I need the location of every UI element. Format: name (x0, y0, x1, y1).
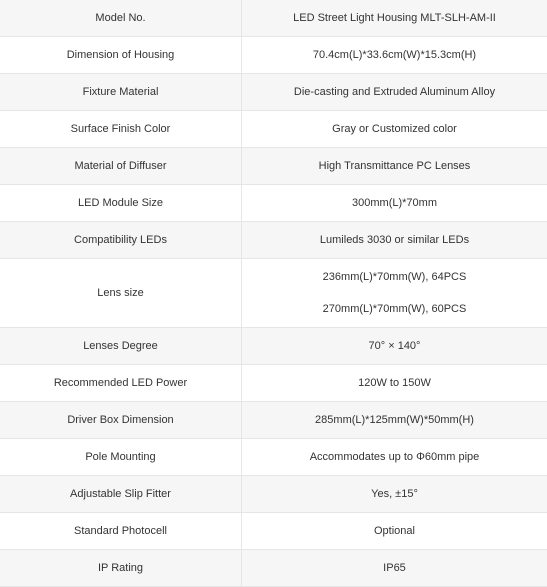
spec-label: Pole Mounting (0, 439, 242, 476)
table-row (0, 259, 547, 328)
spec-label: IP Rating (0, 550, 242, 587)
spec-label: Dimension of Housing (0, 37, 242, 74)
spec-value-line: 300mm(L)*70mm (242, 195, 547, 211)
spec-value-line: 70.4cm(L)*33.6cm(W)*15.3cm(H) (242, 47, 547, 63)
spec-label: Compatibility LEDs (0, 222, 242, 259)
spec-label: Recommended LED Power (0, 365, 242, 402)
table-row (0, 185, 547, 222)
table-row (0, 222, 547, 259)
spec-value (242, 550, 547, 587)
spec-label: LED Module Size (0, 185, 242, 222)
spec-value (242, 222, 547, 259)
spec-value-line: 285mm(L)*125mm(W)*50mm(H) (242, 412, 547, 428)
spec-value-line: Lumileds 3030 or similar LEDs (242, 232, 547, 248)
table-row (0, 439, 547, 476)
spec-value (242, 37, 547, 74)
spec-value-line: 70° × 140° (242, 338, 547, 354)
spec-label: Model No. (0, 0, 242, 37)
spec-value (242, 148, 547, 185)
table-row (0, 328, 547, 365)
spec-value (242, 328, 547, 365)
spec-value (242, 111, 547, 148)
spec-label: Driver Box Dimension (0, 402, 242, 439)
spec-label: Surface Finish Color (0, 111, 242, 148)
spec-value (242, 365, 547, 402)
spec-label: Adjustable Slip Fitter (0, 476, 242, 513)
table-row (0, 37, 547, 74)
table-row (0, 365, 547, 402)
spec-value-line: High Transmittance PC Lenses (242, 158, 547, 174)
table-row (0, 513, 547, 550)
spec-value-line: Optional (242, 523, 547, 539)
table-row (0, 476, 547, 513)
spec-value (242, 0, 547, 37)
spec-value (242, 74, 547, 111)
table-row (0, 402, 547, 439)
spec-value (242, 185, 547, 222)
spec-value-line: LED Street Light Housing MLT-SLH-AM-II (242, 10, 547, 26)
spec-value-line: Gray or Customized color (242, 121, 547, 137)
spec-value-line: Accommodates up to Φ60mm pipe (242, 449, 547, 465)
spec-value (242, 402, 547, 439)
spec-value (242, 439, 547, 476)
table-row (0, 74, 547, 111)
spec-label: Lenses Degree (0, 328, 242, 365)
spec-value-line: 236mm(L)*70mm(W), 64PCS (242, 269, 547, 285)
spec-value-line: 120W to 150W (242, 375, 547, 391)
spec-value (242, 513, 547, 550)
table-row (0, 148, 547, 185)
spec-value (242, 259, 547, 328)
spec-value (242, 476, 547, 513)
spec-label: Lens size (0, 259, 242, 328)
spec-label: Standard Photocell (0, 513, 242, 550)
spec-label: Fixture Material (0, 74, 242, 111)
table-row (0, 550, 547, 587)
spec-value-line: 270mm(L)*70mm(W), 60PCS (242, 301, 547, 317)
spec-value-line: Yes, ±15° (242, 486, 547, 502)
table-row (0, 0, 547, 37)
spec-label: Material of Diffuser (0, 148, 242, 185)
spec-value-line: Die-casting and Extruded Aluminum Alloy (242, 84, 547, 100)
spec-value-line: IP65 (242, 560, 547, 576)
table-row (0, 111, 547, 148)
